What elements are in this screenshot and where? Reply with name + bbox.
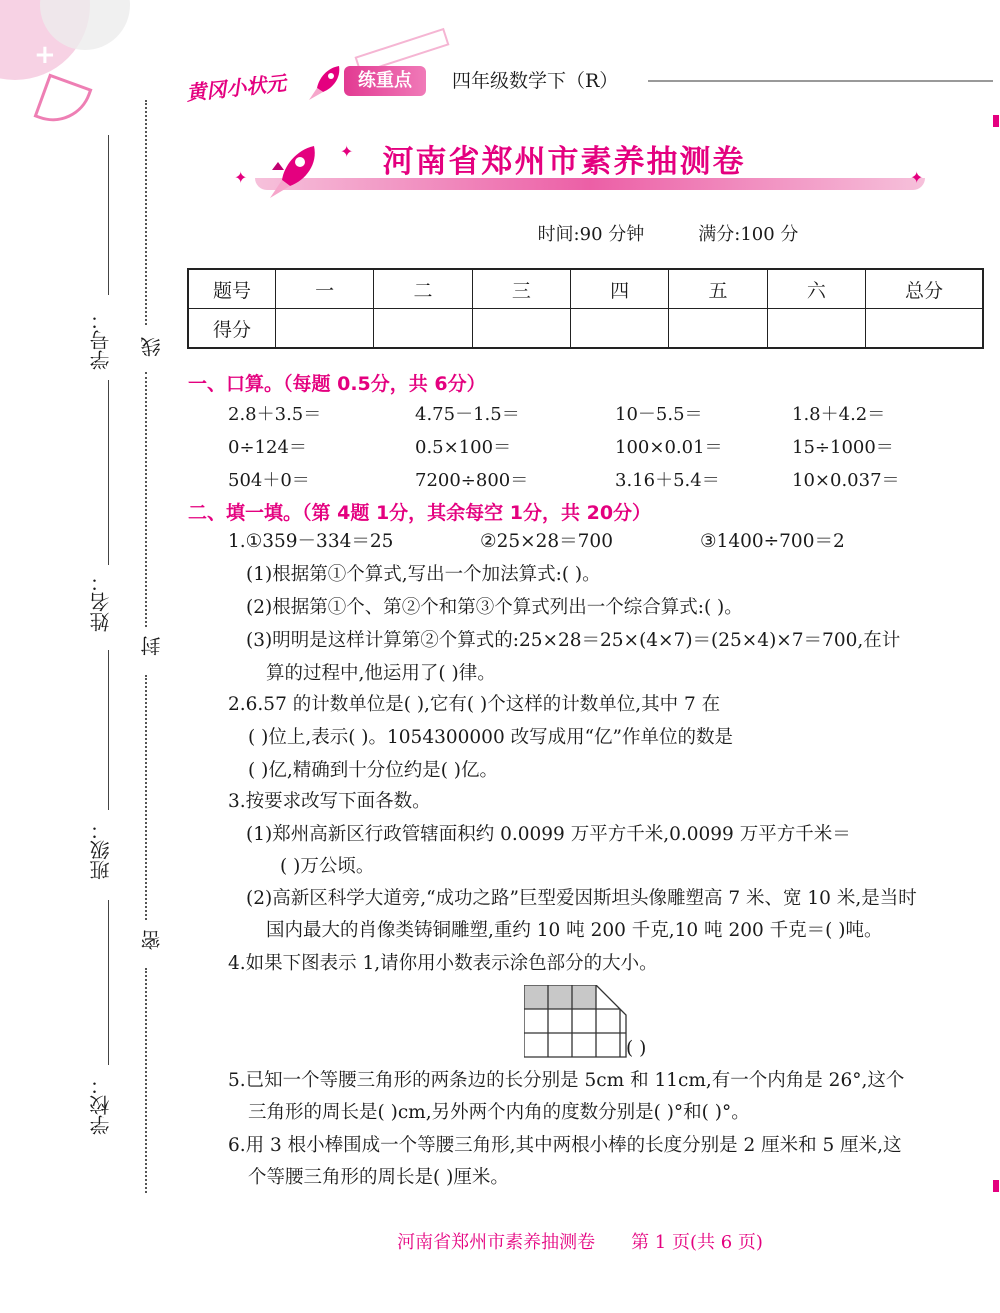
table-cell: 二 xyxy=(374,269,472,309)
rocket-icon xyxy=(305,60,349,104)
grade-label: 四年级数学下（R） xyxy=(452,70,619,92)
score-input-cell[interactable] xyxy=(472,309,570,349)
decimal-grid-figure xyxy=(524,985,629,1060)
seal-line xyxy=(145,372,147,627)
seal-char-close: 密 xyxy=(140,930,164,950)
page-footer: 河南省郑州市素养抽测卷 第 1 页(共 6 页) xyxy=(397,1232,763,1253)
q1-part1: (1)根据第①个算式,写出一个加法算式:( )。 xyxy=(246,564,601,585)
table-cell: 五 xyxy=(669,269,767,309)
q6-line1: 6.用 3 根小棒围成一个等腰三角形,其中两根小棒的长度分别是 2 厘米和 5 厘米,这 xyxy=(228,1135,902,1156)
seal-char-line: 线 xyxy=(140,337,164,357)
shaded-cell xyxy=(548,985,572,1009)
header-divider xyxy=(648,80,993,82)
time-label: 时间:90 分钟 xyxy=(537,224,645,245)
table-cell: 三 xyxy=(472,269,570,309)
q3-part2-line2: 国内最大的肖像类铸铜雕塑,重约 10 吨 200 千克,10 吨 200 千克＝( )吨。 xyxy=(266,920,883,941)
calc-item: 1.8＋4.2＝ xyxy=(792,404,886,425)
name-label: 姓名： xyxy=(89,572,113,632)
q2-line1: 2.6.57 的计数单位是( ),它有( )个这样的计数单位,其中 7 在 xyxy=(228,694,721,715)
table-cell: 六 xyxy=(767,269,865,309)
binding-line xyxy=(108,135,109,295)
binding-line xyxy=(108,650,109,810)
plus-icon: + xyxy=(34,40,56,70)
page-title: 河南省郑州市素养抽测卷 xyxy=(382,144,746,180)
section-1-title: 一、口算。（每题 0.5分，共 6分） xyxy=(188,373,486,395)
table-cell: 四 xyxy=(570,269,668,309)
calc-item: 0.5×100＝ xyxy=(415,437,512,458)
calc-item: 15÷1000＝ xyxy=(792,437,894,458)
calc-item: 504＋0＝ xyxy=(228,470,310,491)
score-input-cell[interactable] xyxy=(669,309,767,349)
seal-line xyxy=(145,100,147,325)
school-label: 学校： xyxy=(89,1075,113,1135)
calc-item: 10－5.5＝ xyxy=(615,404,703,425)
q1-head-a: 1.①359－334＝25 xyxy=(228,531,394,552)
q5-line2: 三角形的周长是( )cm,另外两个内角的度数分别是( )°和( )°。 xyxy=(248,1102,750,1123)
margin-mark xyxy=(993,1180,999,1192)
sparkle-icon: ✦ xyxy=(340,142,354,161)
q1-head-b: ②25×28＝700 xyxy=(480,531,613,552)
q3-part1-line2: ( )万公顷。 xyxy=(280,856,375,877)
calc-item: 0÷124＝ xyxy=(228,437,307,458)
table-cell: 题号 xyxy=(188,269,276,309)
q2-line2: ( )位上,表示( )。1054300000 改写成用“亿”作单位的数是 xyxy=(248,727,734,748)
score-label: 满分:100 分 xyxy=(698,224,799,245)
binding-line xyxy=(108,900,109,1065)
score-input-cell[interactable] xyxy=(570,309,668,349)
q3-head: 3.按要求改写下面各数。 xyxy=(228,791,431,812)
calc-item: 100×0.01＝ xyxy=(615,437,723,458)
q6-line2: 个等腰三角形的周长是( )厘米。 xyxy=(248,1167,509,1188)
calc-item: 4.75－1.5＝ xyxy=(415,404,520,425)
seal-char-seal: 封 xyxy=(140,636,164,656)
table-row xyxy=(188,269,983,309)
binding-line xyxy=(108,380,109,565)
seal-line xyxy=(145,675,147,920)
q5-line1: 5.已知一个等腰三角形的两条边的长分别是 5cm 和 11cm,有一个内角是 26°,这个 xyxy=(228,1070,905,1091)
protractor-icon xyxy=(34,74,93,133)
calc-item: 2.8＋3.5＝ xyxy=(228,404,322,425)
shaded-cell xyxy=(524,985,548,1009)
table-cell: 一 xyxy=(276,269,374,309)
exam-info xyxy=(0,220,1000,246)
brand-logo: 黄冈小状元 xyxy=(185,70,288,106)
section-2-title: 二、填一填。（第 4题 1分，其余每空 1分，共 20分） xyxy=(188,502,652,524)
table-cell: 得分 xyxy=(188,309,276,349)
q1-part3-line2: 算的过程中,他运用了( )律。 xyxy=(266,663,496,684)
q1-part2: (2)根据第①个、第②个和第③个算式列出一个综合算式:( )。 xyxy=(246,597,743,618)
score-input-cell[interactable] xyxy=(276,309,374,349)
seal-line xyxy=(145,968,147,1193)
class-label: 班级： xyxy=(89,820,113,880)
series-tag: 练重点 xyxy=(344,66,426,96)
sparkle-icon: ✦ xyxy=(910,168,924,187)
score-input-cell[interactable] xyxy=(767,309,865,349)
calc-item: 10×0.037＝ xyxy=(792,470,900,491)
score-table xyxy=(187,268,984,349)
student-id-label: 学号： xyxy=(89,310,113,370)
sparkle-icon: ✦ xyxy=(234,168,248,187)
q1-head-c: ③1400÷700＝2 xyxy=(700,531,845,552)
shaded-cell xyxy=(572,985,596,1009)
q2-line3: ( )亿,精确到十分位约是( )亿。 xyxy=(248,760,499,781)
q4-answer-blank[interactable]: ( ) xyxy=(626,1038,647,1059)
table-row xyxy=(188,309,983,349)
calc-item: 7200÷800＝ xyxy=(415,470,529,491)
table-cell: 总分 xyxy=(866,269,984,309)
calc-item: 3.16＋5.4＝ xyxy=(615,470,720,491)
q4-head: 4.如果下图表示 1,请你用小数表示涂色部分的大小。 xyxy=(228,953,658,974)
score-input-cell[interactable] xyxy=(866,309,984,349)
q3-part1-line1: (1)郑州高新区行政管辖面积约 0.0099 万平方千米,0.0099 万平方千米＝ xyxy=(246,824,851,845)
q1-part3-line1: (3)明明是这样计算第②个算式的:25×28＝25×(4×7)＝(25×4)×7＝700,在计 xyxy=(246,630,901,651)
q3-part2-line1: (2)高新区科学大道旁,“成功之路”巨型爱因斯坦头像雕塑高 7 米、宽 10 米,是当时 xyxy=(246,888,917,909)
margin-mark xyxy=(993,115,999,127)
score-input-cell[interactable] xyxy=(374,309,472,349)
